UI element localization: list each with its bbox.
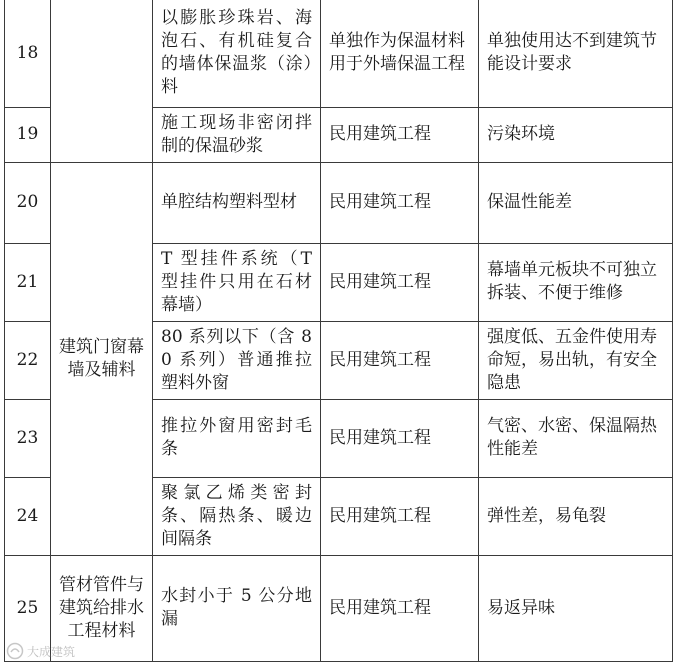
row-number: 25 <box>5 555 51 661</box>
reason-cell: 强度低、五金件使用寿命短，易出轨，有安全隐患 <box>479 321 673 399</box>
category-cell: 建筑门窗幕墙及辅料 <box>51 162 153 555</box>
table-row <box>5 555 673 661</box>
material-table <box>4 0 673 662</box>
scope-cell: 民用建筑工程 <box>321 243 479 321</box>
scope-cell: 民用建筑工程 <box>321 162 479 243</box>
material-item: 聚氯乙烯类密封条、隔热条、暖边间隔条 <box>153 477 321 555</box>
reason-cell: 幕墙单元板块不可独立拆装、不便于维修 <box>479 243 673 321</box>
category-cell: 管材管件与建筑给排水工程材料 <box>51 555 153 661</box>
row-number: 21 <box>5 243 51 321</box>
reason-cell: 易返异味 <box>479 555 673 661</box>
material-item: 80 系列以下（含 80 系列）普通推拉塑料外窗 <box>153 321 321 399</box>
reason-cell: 保温性能差 <box>479 162 673 243</box>
scope-cell: 民用建筑工程 <box>321 555 479 661</box>
scope-cell: 民用建筑工程 <box>321 477 479 555</box>
material-item: 单腔结构塑料型材 <box>153 162 321 243</box>
scope-cell: 民用建筑工程 <box>321 107 479 162</box>
material-item: 施工现场非密闭拌制的保温砂浆 <box>153 107 321 162</box>
table-row <box>5 162 673 243</box>
watermark <box>6 640 96 662</box>
scope-cell: 民用建筑工程 <box>321 399 479 477</box>
row-number: 22 <box>5 321 51 399</box>
reason-cell: 污染环境 <box>479 107 673 162</box>
watermark-text: 大成建筑 <box>27 644 76 659</box>
material-item: 水封小于 5 公分地漏 <box>153 555 321 661</box>
reason-cell: 单独使用达不到建筑节能设计要求 <box>479 0 673 107</box>
material-item: 推拉外窗用密封毛条 <box>153 399 321 477</box>
logo-mark-icon <box>6 642 24 660</box>
row-number: 24 <box>5 477 51 555</box>
row-number: 20 <box>5 162 51 243</box>
reason-cell: 气密、水密、保温隔热性能差 <box>479 399 673 477</box>
row-number: 18 <box>5 0 51 107</box>
material-item: 以膨胀珍珠岩、海泡石、有机硅复合的墙体保温浆（涂）料 <box>153 0 321 107</box>
scope-cell: 民用建筑工程 <box>321 321 479 399</box>
reason-cell: 弹性差，易龟裂 <box>479 477 673 555</box>
category-cell <box>51 0 153 162</box>
row-number: 23 <box>5 399 51 477</box>
row-number: 19 <box>5 107 51 162</box>
table-row <box>5 0 673 107</box>
material-item: T 型挂件系统（T 型挂件只用在石材幕墙） <box>153 243 321 321</box>
scope-cell: 单独作为保温材料用于外墙保温工程 <box>321 0 479 107</box>
